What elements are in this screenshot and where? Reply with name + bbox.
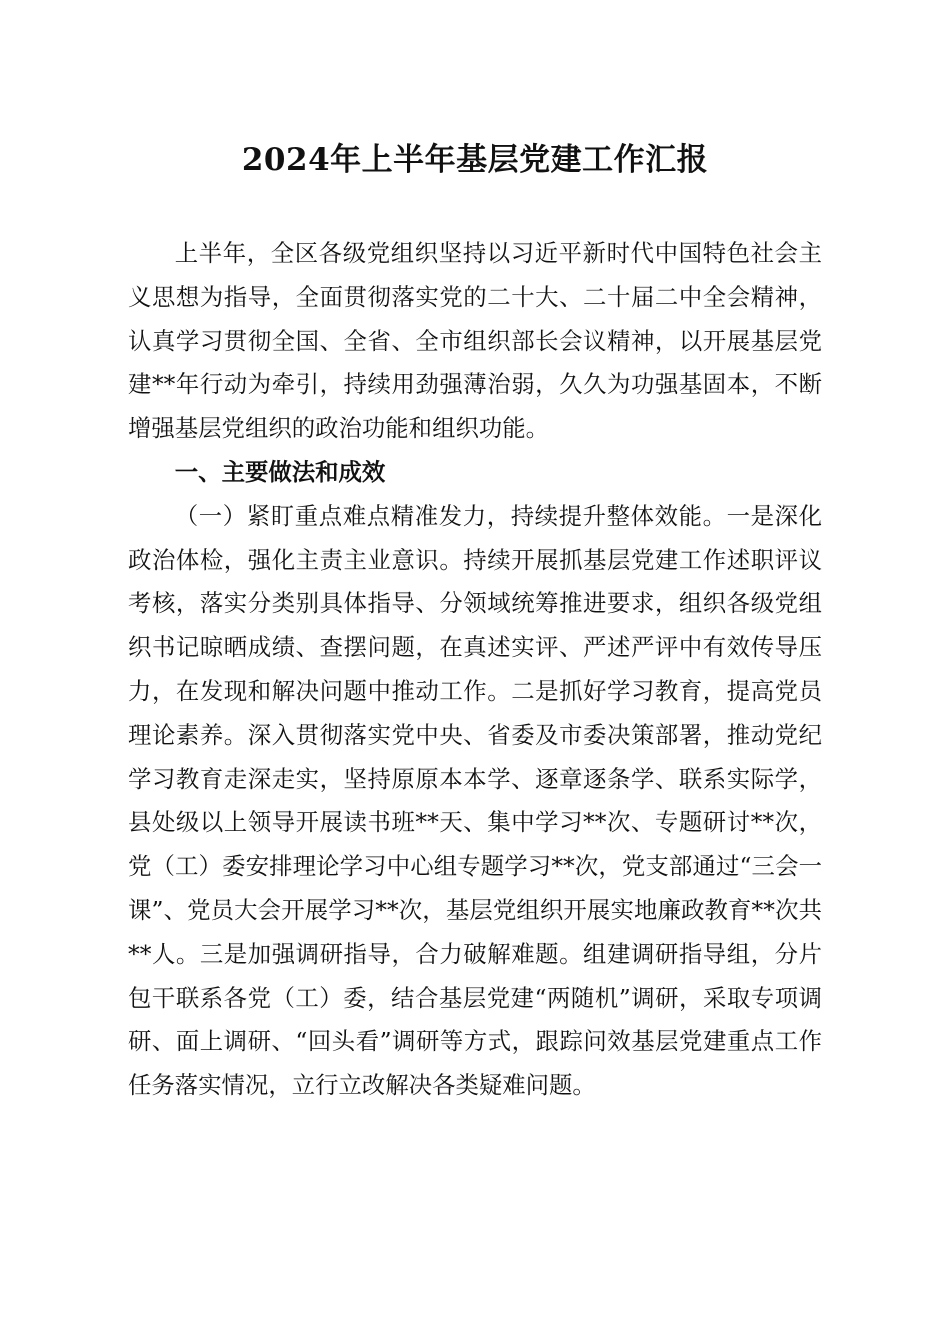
section-paragraph-focus-efforts: （一）紧盯重点难点精准发力，持续提升整体效能。一是深化政治体检，强化主责主业意识。持续开展抓基层党建工作述职评议考核，落实分类别具体指导、分领域统筹推进要求，组织各级党组织书记晾晒成绩、查摆问题，在真述实评、严述严评中有效传导压力，在发现和解决问题中推动工作。二是抓好学习教育，提高党员理论素养。深入贯彻落实党中央、省委及市委决策部署，推动党纪学习教育走深走实，坚持原原本本学、逐章逐条学、联系实际学，县处级以上领导开展读书班**天、集中学习**次、专题研讨**次，党（工）委安排理论学习中心组专题学习**次，党支部通过“三会一课”、党员大会开展学习**次，基层党组织开展实地廉政教育**次共**人。三是加强调研指导，合力破解难题。组建调研指导组，分片包干联系各党（工）委，结合基层党建“两随机”调研，采取专项调研、面上调研、“回头看”调研等方式，跟踪问效基层党建重点工作任务落实情况，立行立改解决各类疑难问题。 <box>128 501 822 1100</box>
document-title: 2024年上半年基层党建工作汇报 <box>241 142 709 178</box>
section-heading-main-practices: 一、主要做法和成效 <box>174 457 386 486</box>
document-body <box>128 232 822 1108</box>
intro-paragraph: 上半年，全区各级党组织坚持以习近平新时代中国特色社会主义思想为指导，全面贯彻落实党的二十大、二十届二中全会精神，认真学习贯彻全国、全省、全市组织部长会议精神，以开展基层党建**年行动为牵引，持续用劲强薄治弱，久久为功强基固本，不断增强基层党组织的政治功能和组织功能。 <box>128 239 822 443</box>
